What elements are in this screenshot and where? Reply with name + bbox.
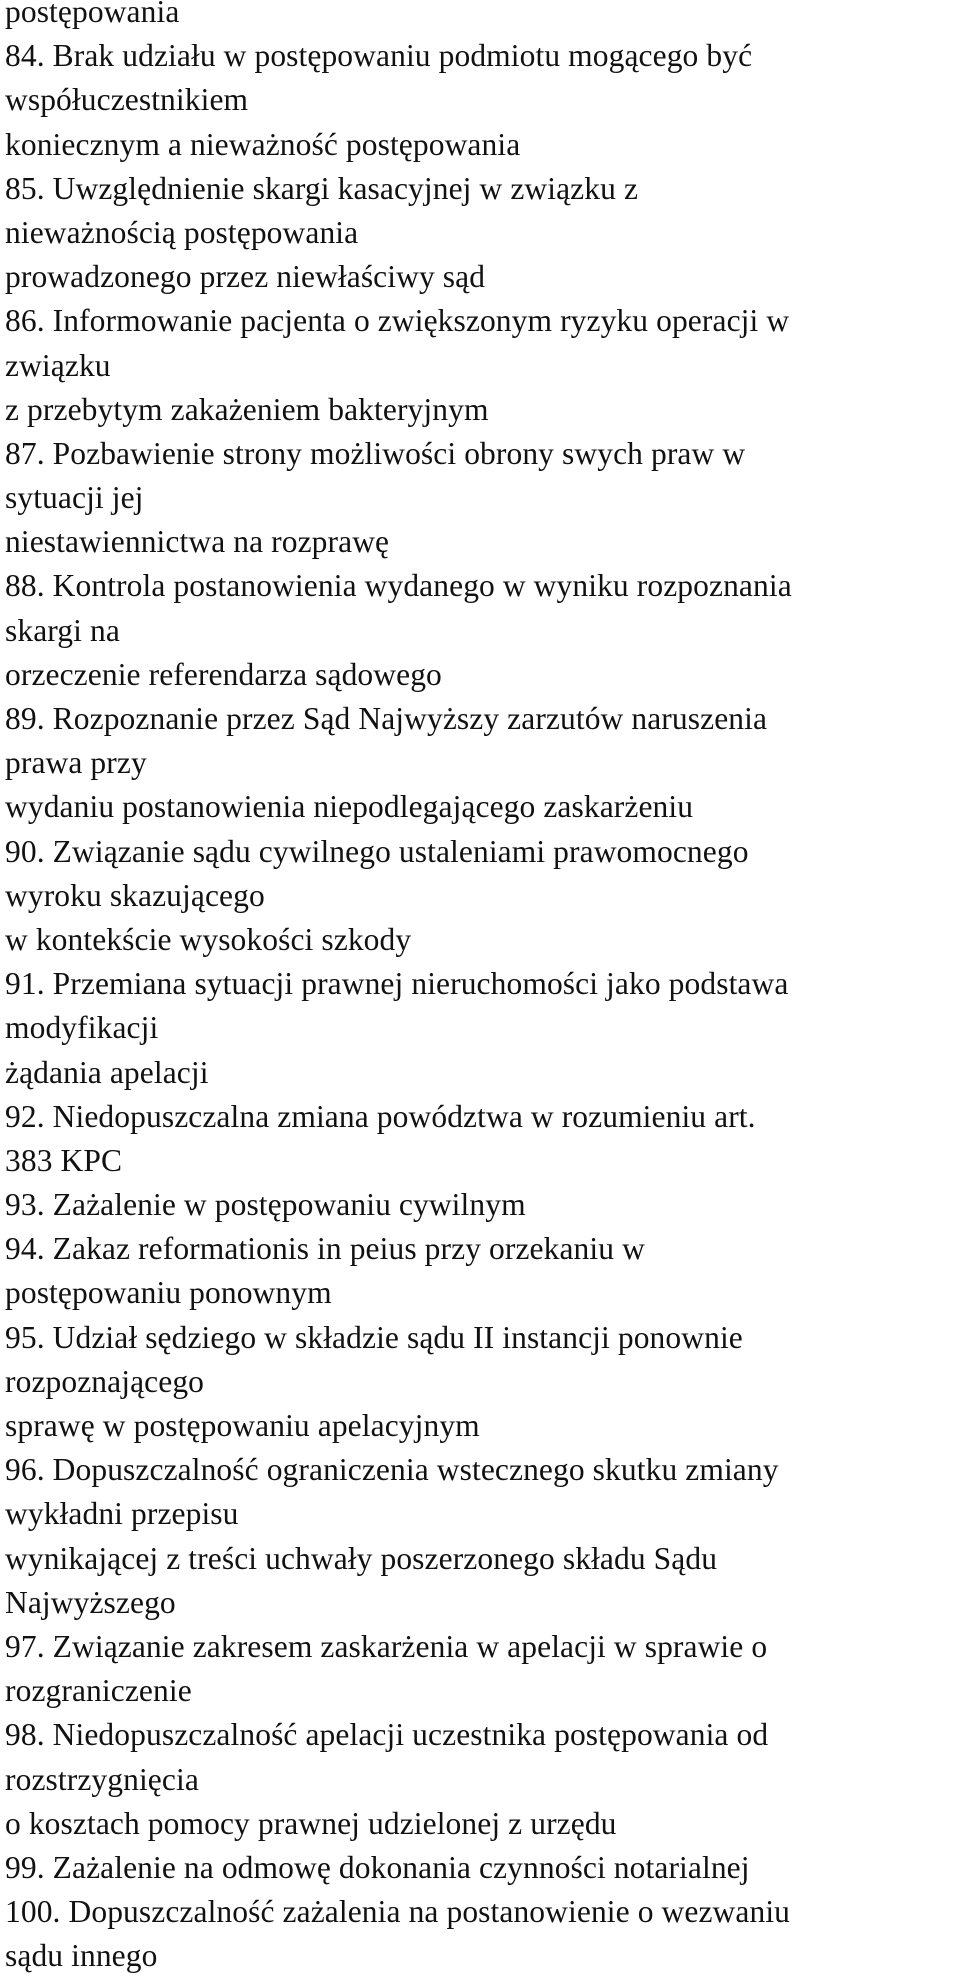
list-item-89-line-1: 89. Rozpoznanie przez Sąd Najwyższy zarzutów naruszenia [5,701,768,736]
list-item-87-line-2: sytuacji jej [5,480,144,516]
list-item-90-line-1: 90. Związanie sądu cywilnego ustaleniami prawomocnego [5,833,749,869]
list-item-87-line-1: 87. Pozbawienie strony możliwości obrony swych praw w [5,435,746,471]
list-item-98-line-3: o kosztach pomocy prawnej udzielonej z urzędu [5,1805,617,1841]
document-text [5,0,960,1978]
list-item-99-line-1: 99. Zażalenie na odmowę dokonania czynności notarialnej [5,1849,750,1885]
list-item-85-line-3: prowadzonego przez niewłaściwy sąd [5,259,486,295]
text-line: postępowania [5,0,180,29]
list-item-90-line-2: wyroku skazującego [5,877,265,913]
list-item-97-line-1: 97. Związanie zakresem zaskarżenia w apelacji w sprawie o [5,1628,768,1664]
list-item-85-line-2: nieważnością postępowania [5,214,359,250]
list-item-98-line-2: rozstrzygnięcia [5,1761,199,1797]
list-item-96-line-1: 96. Dopuszczalność ograniczenia wstecznego skutku zmiany [5,1452,779,1488]
list-item-96-line-3: wynikającej z treści uchwały poszerzonego składu Sądu [5,1540,718,1576]
list-item-92-line-2: 383 KPC [5,1142,123,1178]
list-item-98-line-1: 98. Niedopuszczalność apelacji uczestnika postępowania od [5,1717,769,1753]
list-item-93-line-1: 93. Zażalenie w postępowaniu cywilnym [5,1187,526,1223]
list-item-100-line-1: 100. Dopuszczalność zażalenia na postanowienie o wezwaniu [5,1894,791,1930]
list-item-91-line-1: 91. Przemiana sytuacji prawnej nieruchomości jako podstawa [5,966,789,1002]
list-item-97-line-2: rozgraniczenie [5,1673,192,1709]
list-item-96-line-4: Najwyższego [5,1584,176,1620]
list-item-88-line-2: skargi na [5,612,120,648]
list-item-94-line-1: 94. Zakaz reformationis in peius przy orzekaniu w [5,1231,645,1267]
list-item-94-line-2: postępowaniu ponownym [5,1275,332,1311]
list-item-95-line-1: 95. Udział sędziego w składzie sądu II instancji ponownie [5,1319,743,1355]
list-item-95-line-2: rozpoznającego [5,1363,205,1399]
list-item-84-line-3: koniecznym a nieważność postępowania [5,126,521,162]
list-item-86-line-3: z przebytym zakażeniem bakteryjnym [5,391,489,427]
list-item-87-line-3: niestawiennictwa na rozprawę [5,524,390,560]
list-item-84-line-1: 84. Brak udziału w postępowaniu podmiotu mogącego być [5,38,753,74]
list-item-88-line-3: orzeczenie referendarza sądowego [5,656,442,692]
list-item-85-line-1: 85. Uwzględnienie skargi kasacyjnej w związku z [5,170,639,206]
list-item-92-line-1: 92. Niedopuszczalna zmiana powództwa w rozumieniu art. [5,1098,756,1134]
list-item-91-line-2: modyfikacji [5,1010,159,1046]
list-item-90-line-3: w kontekście wysokości szkody [5,921,412,957]
list-item-89-line-2: prawa przy [5,745,147,781]
list-item-89-line-3: wydaniu postanowienia niepodlegającego zaskarżeniu [5,789,694,825]
list-item-91-line-3: żądania apelacji [5,1054,209,1090]
list-item-96-line-2: wykładni przepisu [5,1496,239,1532]
list-item-84-line-2: współuczestnikiem [5,82,249,118]
list-item-100-line-2: sądu innego [5,1938,158,1974]
list-item-88-line-1: 88. Kontrola postanowienia wydanego w wyniku rozpoznania [5,568,792,604]
list-item-95-line-3: sprawę w postępowaniu apelacyjnym [5,1408,480,1443]
list-item-86-line-1: 86. Informowanie pacjenta o zwiększonym ryzyku operacji w [5,303,790,339]
list-item-86-line-2: związku [5,347,111,383]
